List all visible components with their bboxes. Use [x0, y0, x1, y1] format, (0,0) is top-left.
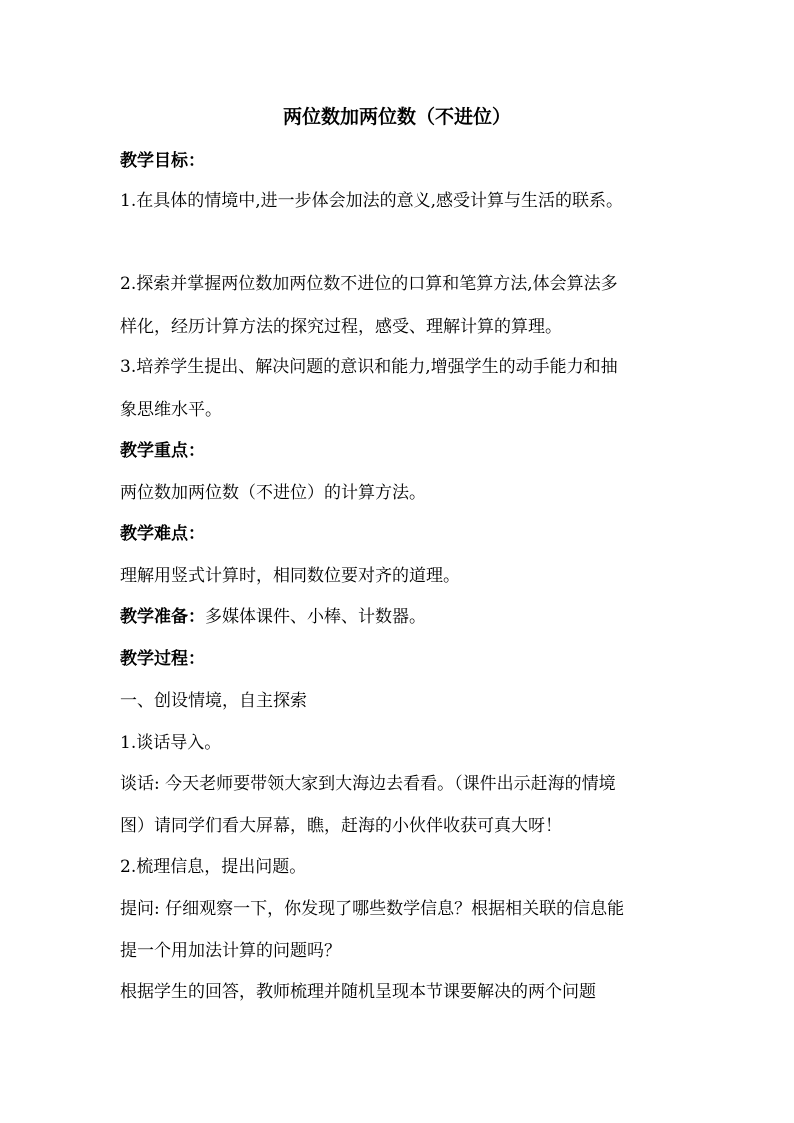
- preparation-heading: 教学准备：: [120, 607, 205, 627]
- preparation-line: [120, 606, 690, 628]
- document-title: 两位数加两位数（不进位）: [282, 106, 511, 128]
- preparation-text: 多媒体课件、小棒、计数器。: [205, 607, 426, 627]
- step-2: 2.梳理信息，提出问题。: [120, 857, 307, 877]
- closing-line: 根据学生的回答，教师梳理并随机呈现本节课要解决的两个问题: [120, 982, 596, 1002]
- objectives-heading: 教学目标：: [120, 151, 205, 171]
- section-1-heading: 一、创设情境，自主探索: [120, 691, 307, 711]
- objective-3-line-2: 象思维水平。: [120, 400, 222, 420]
- talk-line-1: 谈话: 今天老师要带领大家到大海边去看看。（课件出示赶海的情境: [120, 774, 616, 794]
- talk-line-2: 图）请同学们看大屏幕，瞧，赶海的小伙伴收获可真大呀！: [120, 816, 562, 836]
- process-heading: 教学过程：: [120, 649, 205, 669]
- objective-2-line-2: 样化，经历计算方法的探究过程，感受、理解计算的算理。: [120, 317, 562, 337]
- objective-1: 1.在具体的情境中,进一步体会加法的意义,感受计算与生活的联系。: [120, 191, 624, 211]
- key-points-text: 两位数加两位数（不进位）的计算方法。: [120, 483, 426, 503]
- key-points-heading: 教学重点：: [120, 441, 205, 461]
- question-line-2: 提一个用加法计算的问题吗？: [120, 941, 341, 961]
- objective-3-line-1: 3.培养学生提出、解决问题的意识和能力,增强学生的动手能力和抽: [120, 357, 618, 377]
- difficulty-heading: 教学难点：: [120, 524, 205, 544]
- step-1: 1.谈话导入。: [120, 733, 222, 753]
- objective-2-line-1: 2.探索并掌握两位数加两位数不进位的口算和笔算方法,体会算法多: [120, 274, 618, 294]
- question-line-1: 提问: 仔细观察一下，你发现了哪些数学信息？根据相关联的信息能: [120, 899, 625, 919]
- difficulty-text: 理解用竖式计算时，相同数位要对齐的道理。: [120, 566, 460, 586]
